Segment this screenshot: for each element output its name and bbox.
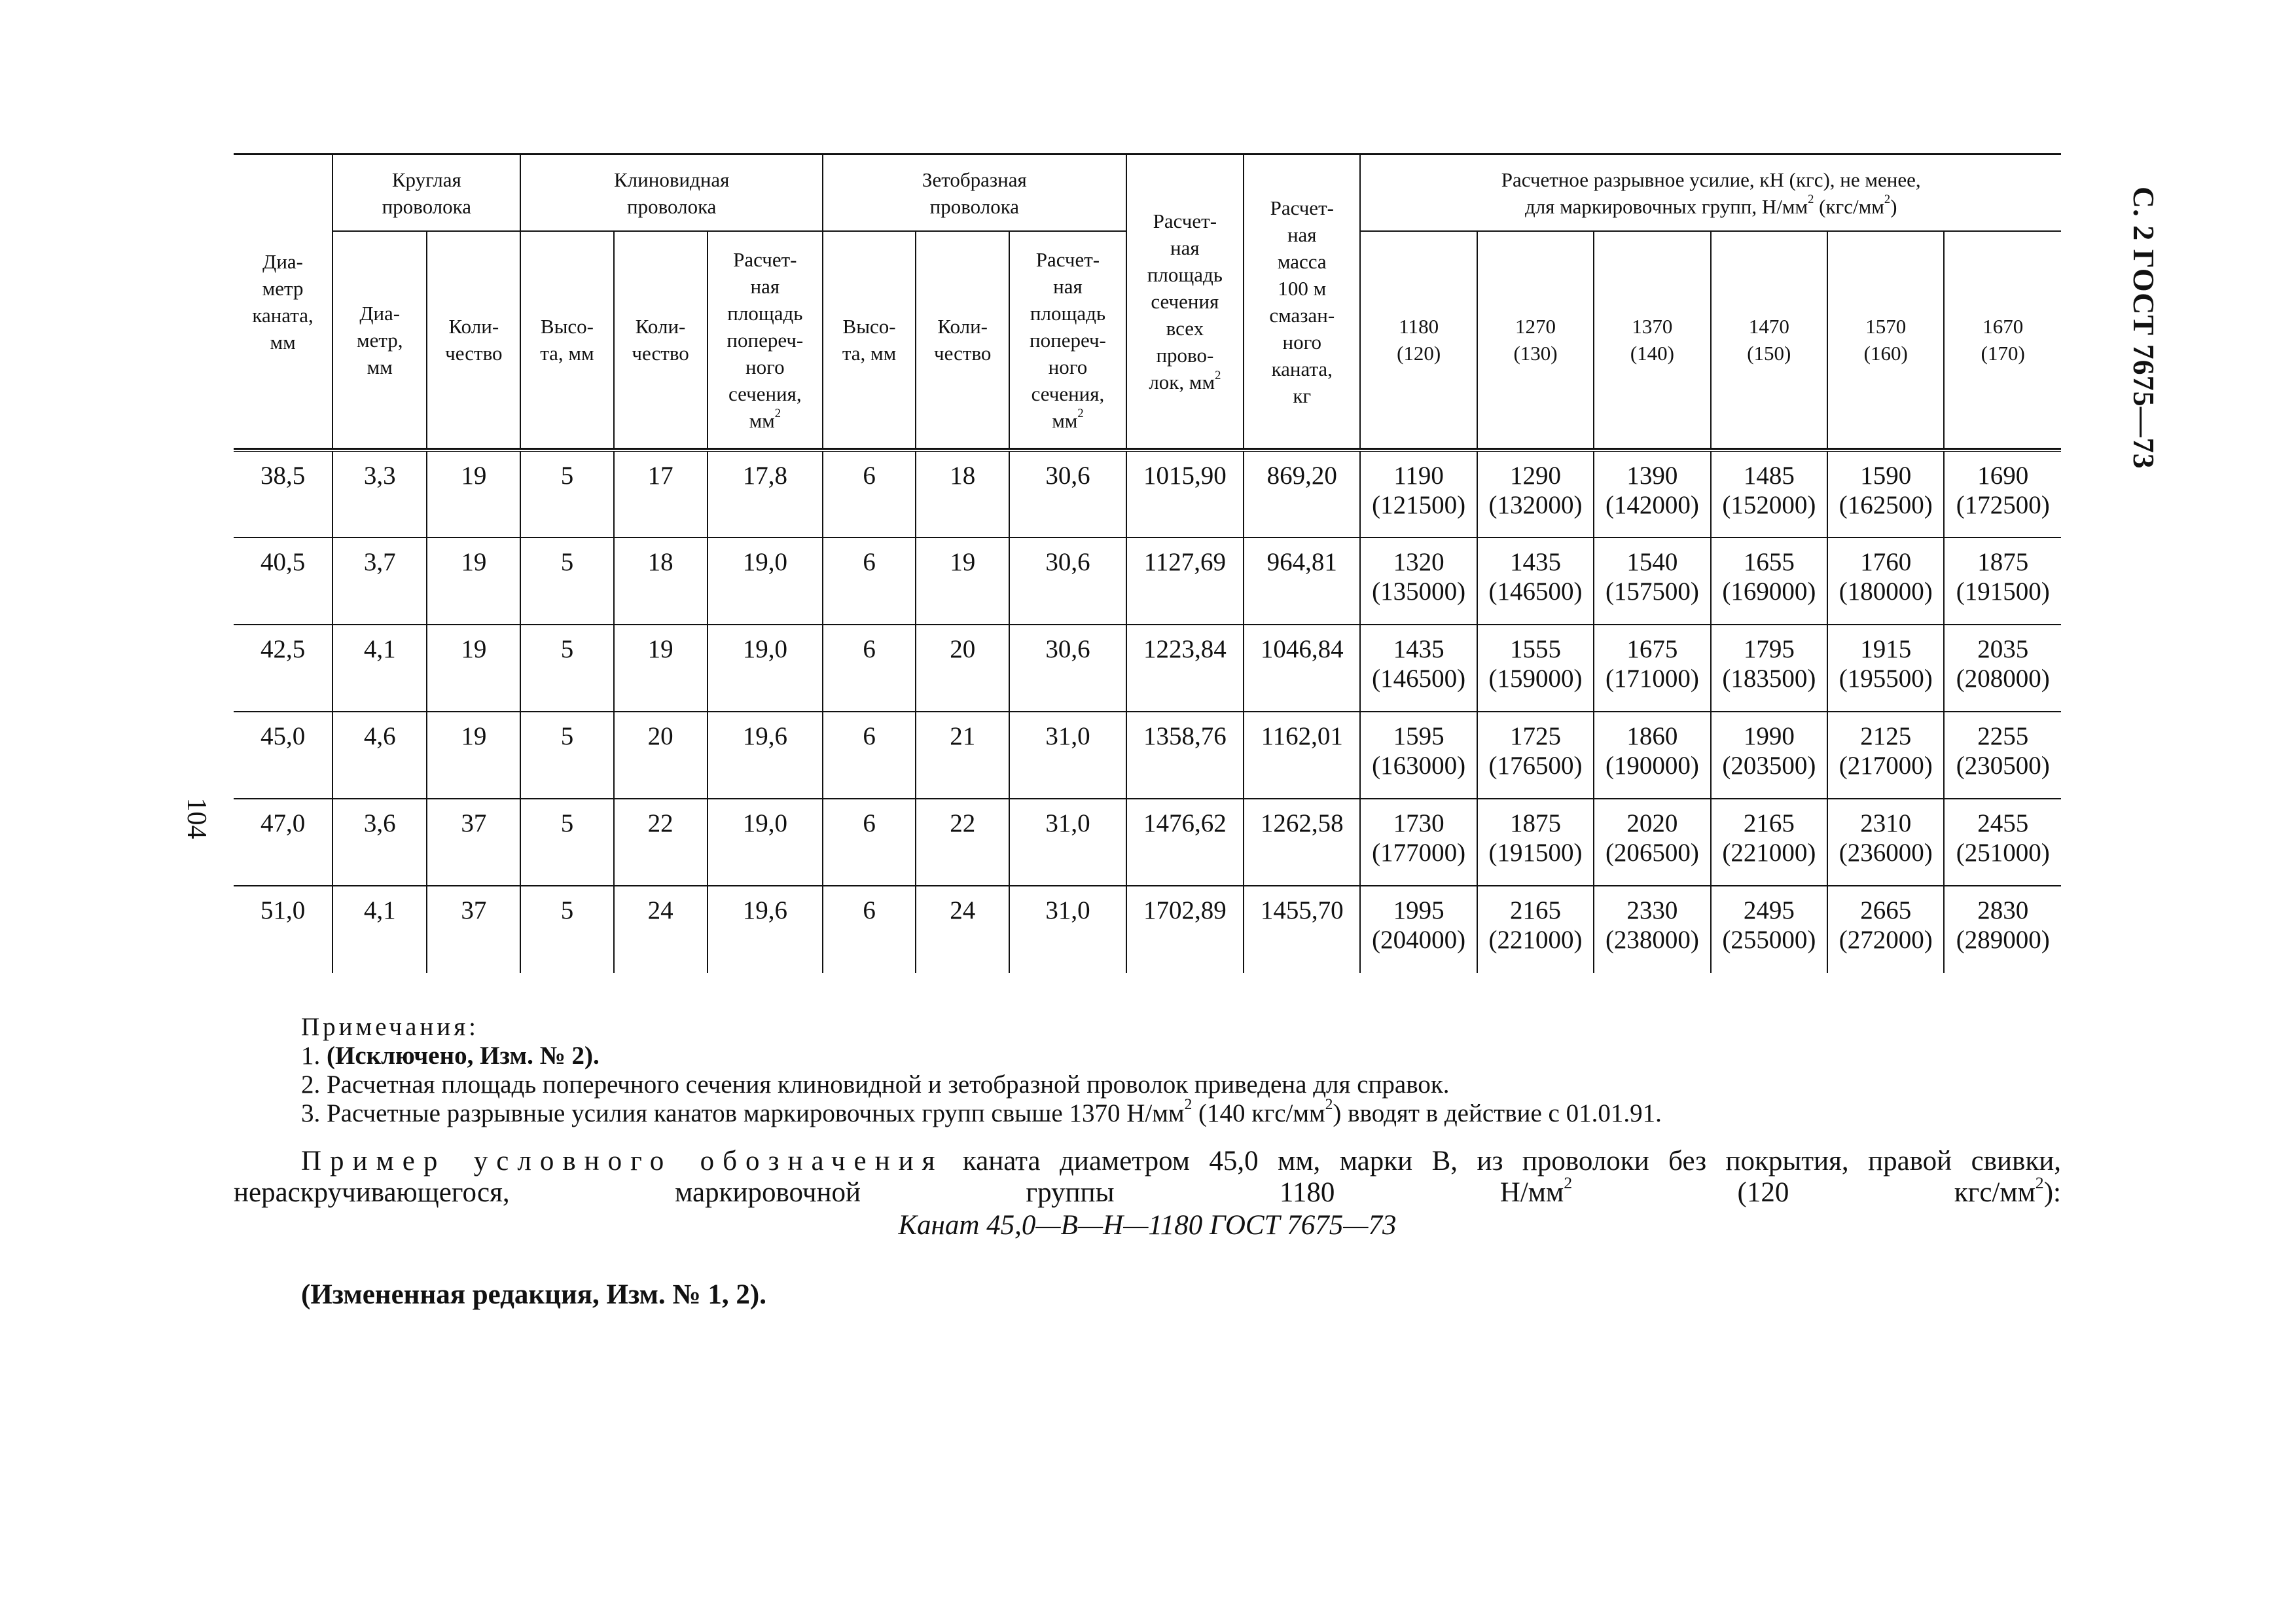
cell-force-1570: [1827, 625, 1944, 712]
force-kn: 2495: [1743, 896, 1795, 924]
col-header-wedge-area: Расчет- ная площадь попереч- ного сечения, $мм^2$: [708, 231, 823, 448]
cell-z-height: 6: [823, 450, 916, 538]
cell-z-area: 31,0: [1009, 799, 1126, 886]
cell-z-height: 6: [823, 712, 916, 799]
rope-specs-table: [234, 153, 2061, 973]
col-header-z-area: Расчет- ная площадь попереч- ного сечения, $мм^2$: [1009, 231, 1126, 448]
force-kn: 2665: [1860, 896, 1912, 924]
col-header-diameter: Диа- метр каната, мм: [234, 155, 332, 449]
cell-mass: 1455,70: [1244, 886, 1360, 973]
force-kn: 1590: [1860, 462, 1912, 490]
force-kgf: (176500): [1488, 752, 1583, 780]
amendment-note: (Измененная редакция, Изм. № 1, 2).: [301, 1279, 766, 1310]
force-kgf: (221000): [1488, 926, 1583, 954]
cell-wedge-count: 19: [614, 625, 708, 712]
col-header-group-1570: 1570 (160): [1827, 231, 1944, 448]
cell-wedge-count: 17: [614, 450, 708, 538]
cell-round-diameter: 4,1: [332, 625, 427, 712]
force-kgf: (121500): [1372, 491, 1466, 519]
force-kn: 1690: [1977, 462, 2029, 490]
force-kgf: (191500): [1956, 577, 2050, 606]
cell-wedge-count: 18: [614, 538, 708, 625]
force-kgf: (132000): [1488, 491, 1583, 519]
col-header-z-height: Высо- та, мм: [823, 231, 916, 448]
cell-z-area: 31,0: [1009, 886, 1126, 973]
table-row: [234, 450, 2061, 538]
force-kn: 2125: [1860, 722, 1912, 750]
force-kgf: (146500): [1372, 665, 1466, 693]
cell-force-1270: [1477, 538, 1594, 625]
cell-force-1270: [1477, 712, 1594, 799]
cell-wedge-area: 19,6: [708, 886, 823, 973]
cell-z-height: 6: [823, 538, 916, 625]
col-header-mass: Расчет- ная масса 100 м смазан- ного каната, кг: [1244, 155, 1360, 449]
force-kn: 2310: [1860, 809, 1912, 837]
example-designation: Канат 45,0—В—Н—1180 ГОСТ 7675—73: [898, 1210, 1397, 1241]
cell-force-1270: [1477, 625, 1594, 712]
cell-z-height: 6: [823, 625, 916, 712]
cell-diameter: 42,5: [234, 625, 332, 712]
cell-wedge-area: 17,8: [708, 450, 823, 538]
cell-force-1180: [1360, 886, 1477, 973]
cell-wedge-count: 24: [614, 886, 708, 973]
force-kn: 1725: [1510, 722, 1562, 750]
col-header-wedge-count: Коли- чество: [614, 231, 708, 448]
page-number: 104: [181, 797, 211, 839]
cell-mass: 964,81: [1244, 538, 1360, 625]
force-kn: 1435: [1393, 635, 1444, 663]
cell-wedge-height: 5: [520, 886, 613, 973]
cell-force-1180: [1360, 712, 1477, 799]
force-kgf: (152000): [1722, 491, 1816, 519]
cell-z-count: 24: [916, 886, 1009, 973]
note-1: 1. (Исключено, Изм. № 2).: [301, 1042, 600, 1070]
cell-z-count: 20: [916, 625, 1009, 712]
col-header-z-count: Коли- чество: [916, 231, 1009, 448]
cell-force-1570: [1827, 450, 1944, 538]
cell-wedge-area: 19,0: [708, 538, 823, 625]
page-header: С. 2 ГОСТ 7675—73: [2127, 187, 2161, 469]
cell-force-1370: [1594, 886, 1710, 973]
cell-force-1270: [1477, 799, 1594, 886]
col-header-group-1180: 1180 (120): [1360, 231, 1477, 448]
force-kn: 1990: [1743, 722, 1795, 750]
force-kn: 2455: [1977, 809, 2029, 837]
cell-force-1470: [1711, 799, 1827, 886]
cell-force-1570: [1827, 799, 1944, 886]
force-kgf: (163000): [1372, 752, 1466, 780]
cell-z-count: 21: [916, 712, 1009, 799]
cell-force-1470: [1711, 450, 1827, 538]
table-body: [234, 450, 2061, 973]
col-header-group-1370: 1370 (140): [1594, 231, 1710, 448]
table-row: [234, 886, 2061, 973]
cell-z-height: 6: [823, 799, 916, 886]
cell-round-count: 19: [427, 538, 520, 625]
force-kn: 1190: [1393, 462, 1444, 490]
cell-round-diameter: 3,7: [332, 538, 427, 625]
cell-wedge-height: 5: [520, 712, 613, 799]
force-kn: 1555: [1510, 635, 1562, 663]
cell-force-1670: [1944, 886, 2061, 973]
cell-wedge-area: 19,0: [708, 625, 823, 712]
force-kgf: (142000): [1605, 491, 1699, 519]
force-kgf: (135000): [1372, 577, 1466, 606]
cell-diameter: 45,0: [234, 712, 332, 799]
cell-mass: 1162,01: [1244, 712, 1360, 799]
force-kn: 1860: [1626, 722, 1678, 750]
force-kn: 2165: [1743, 809, 1795, 837]
force-kgf: (191500): [1488, 839, 1583, 867]
force-kn: 1760: [1860, 548, 1912, 576]
force-kn: 1390: [1626, 462, 1678, 490]
force-kgf: (221000): [1722, 839, 1816, 867]
force-kn: 1995: [1393, 896, 1444, 924]
force-kgf: (177000): [1372, 839, 1466, 867]
force-kn: 1875: [1510, 809, 1562, 837]
cell-force-1470: [1711, 625, 1827, 712]
force-kgf: (195500): [1839, 665, 1933, 693]
cell-diameter: 38,5: [234, 450, 332, 538]
cell-force-1570: [1827, 886, 1944, 973]
cell-diameter: 47,0: [234, 799, 332, 886]
force-kn: 1435: [1510, 548, 1562, 576]
cell-total-area: 1127,69: [1126, 538, 1244, 625]
force-kn: 2330: [1626, 896, 1678, 924]
cell-mass: 1262,58: [1244, 799, 1360, 886]
cell-z-count: 19: [916, 538, 1009, 625]
cell-z-count: 22: [916, 799, 1009, 886]
col-group-wedge-wire: Клиновидная проволока: [520, 155, 823, 232]
force-kn: 1540: [1626, 548, 1678, 576]
cell-force-1270: [1477, 886, 1594, 973]
cell-force-1370: [1594, 799, 1710, 886]
cell-wedge-count: 22: [614, 799, 708, 886]
notes: [301, 1013, 2068, 1128]
cell-total-area: 1702,89: [1126, 886, 1244, 973]
cell-force-1270: [1477, 450, 1594, 538]
cell-total-area: 1223,84: [1126, 625, 1244, 712]
cell-diameter: 40,5: [234, 538, 332, 625]
cell-force-1370: [1594, 450, 1710, 538]
force-kn: 1730: [1393, 809, 1444, 837]
col-header-wedge-height: Высо- та, мм: [520, 231, 613, 448]
cell-mass: 1046,84: [1244, 625, 1360, 712]
force-kgf: (217000): [1839, 752, 1933, 780]
example-lead: Пример условного обозначения: [301, 1146, 944, 1176]
table-row: [234, 712, 2061, 799]
note-3: 3. Расчетные разрывные усилия канатов маркировочных групп свыше 1370 $Н/мм^2$ (140 кгс/$мм^2$) вводят в действие с 01.01.91.: [301, 1096, 1662, 1127]
cell-force-1670: [1944, 799, 2061, 886]
cell-force-1670: [1944, 538, 2061, 625]
cell-z-count: 18: [916, 450, 1009, 538]
force-kgf: (206500): [1605, 839, 1699, 867]
table-row: [234, 538, 2061, 625]
cell-round-count: 37: [427, 886, 520, 973]
force-kn: 1290: [1510, 462, 1562, 490]
cell-wedge-height: 5: [520, 450, 613, 538]
cell-wedge-area: 19,6: [708, 712, 823, 799]
col-header-round-count: Коли- чество: [427, 231, 520, 448]
cell-total-area: 1358,76: [1126, 712, 1244, 799]
col-group-breaking-force: Расчетное разрывное усилие, кН (кгс), не менее, для маркировочных групп, $Н/мм^2$ $(кгс/мм^2)$: [1360, 155, 2061, 232]
col-header-total-area: Расчет- ная площадь сечения всех прово- лок, $мм^2$: [1126, 155, 1244, 449]
cell-force-1180: [1360, 625, 1477, 712]
force-kn: 2255: [1977, 722, 2029, 750]
cell-z-area: 31,0: [1009, 712, 1126, 799]
force-kn: 1675: [1626, 635, 1678, 663]
cell-total-area: 1015,90: [1126, 450, 1244, 538]
col-header-round-diameter: Диа- метр, мм: [332, 231, 427, 448]
col-header-group-1670: 1670 (170): [1944, 231, 2061, 448]
col-header-group-1270: 1270 (130): [1477, 231, 1594, 448]
force-kgf: (272000): [1839, 926, 1933, 954]
cell-diameter: 51,0: [234, 886, 332, 973]
cell-z-area: 30,6: [1009, 625, 1126, 712]
cell-force-1370: [1594, 712, 1710, 799]
table-row: [234, 625, 2061, 712]
table-row: [234, 799, 2061, 886]
force-kn: 1655: [1743, 548, 1795, 576]
cell-round-diameter: 3,3: [332, 450, 427, 538]
designation-example: [234, 1146, 2061, 1241]
force-kgf: (289000): [1956, 926, 2050, 954]
force-kgf: (255000): [1722, 926, 1816, 954]
force-kgf: (236000): [1839, 839, 1933, 867]
force-kgf: (146500): [1488, 577, 1583, 606]
cell-wedge-height: 5: [520, 625, 613, 712]
cell-force-1470: [1711, 712, 1827, 799]
force-kgf: (169000): [1722, 577, 1816, 606]
cell-round-diameter: 4,6: [332, 712, 427, 799]
force-kgf: (157500): [1605, 577, 1699, 606]
cell-round-count: 19: [427, 625, 520, 712]
cell-force-1180: [1360, 538, 1477, 625]
cell-z-area: 30,6: [1009, 538, 1126, 625]
cell-force-1470: [1711, 538, 1827, 625]
force-kgf: (251000): [1956, 839, 2050, 867]
cell-wedge-count: 20: [614, 712, 708, 799]
cell-force-1180: [1360, 450, 1477, 538]
cell-wedge-height: 5: [520, 799, 613, 886]
force-kn: 2020: [1626, 809, 1678, 837]
force-kn: 1595: [1393, 722, 1444, 750]
note-2: 2. Расчетная площадь поперечного сечения клиновидной и зетобразной проволок приведена для справок.: [301, 1070, 1450, 1099]
force-kn: 1485: [1743, 462, 1795, 490]
force-kgf: (162500): [1839, 491, 1933, 519]
cell-force-1370: [1594, 625, 1710, 712]
force-kgf: (203500): [1722, 752, 1816, 780]
cell-wedge-area: 19,0: [708, 799, 823, 886]
cell-force-1370: [1594, 538, 1710, 625]
cell-force-1470: [1711, 886, 1827, 973]
cell-round-diameter: 4,1: [332, 886, 427, 973]
force-kgf: (171000): [1605, 665, 1699, 693]
cell-force-1670: [1944, 625, 2061, 712]
cell-total-area: 1476,62: [1126, 799, 1244, 886]
force-kgf: (230500): [1956, 752, 2050, 780]
cell-wedge-height: 5: [520, 538, 613, 625]
force-kn: 2035: [1977, 635, 2029, 663]
col-header-group-1470: 1470 (150): [1711, 231, 1827, 448]
cell-force-1670: [1944, 450, 2061, 538]
cell-z-area: 30,6: [1009, 450, 1126, 538]
force-kgf: (172500): [1956, 491, 2050, 519]
notes-title: Примечания:: [301, 1013, 479, 1041]
force-kgf: (180000): [1839, 577, 1933, 606]
col-group-round-wire: Круглая проволока: [332, 155, 520, 232]
cell-force-1570: [1827, 538, 1944, 625]
cell-force-1570: [1827, 712, 1944, 799]
cell-round-count: 19: [427, 712, 520, 799]
force-kn: 1795: [1743, 635, 1795, 663]
cell-mass: 869,20: [1244, 450, 1360, 538]
force-kn: 2165: [1510, 896, 1562, 924]
force-kgf: (204000): [1372, 926, 1466, 954]
force-kgf: (159000): [1488, 665, 1583, 693]
force-kn: 1320: [1393, 548, 1444, 576]
force-kn: 2830: [1977, 896, 2029, 924]
cell-z-height: 6: [823, 886, 916, 973]
cell-force-1180: [1360, 799, 1477, 886]
col-group-z-wire: Зетобразная проволока: [823, 155, 1126, 232]
cell-round-count: 37: [427, 799, 520, 886]
force-kgf: (183500): [1722, 665, 1816, 693]
force-kn: 1915: [1860, 635, 1912, 663]
cell-round-count: 19: [427, 450, 520, 538]
example-text: Пример условного обозначения каната диаметром 45,0 мм, марки В, из проволоки без покрытия, правой свивки, нераскручивающегося, маркировочной группы 1180 $Н/мм^2$ (120 кгс/$мм^2$):: [234, 1146, 2061, 1208]
cell-round-diameter: 3,6: [332, 799, 427, 886]
force-kgf: (238000): [1605, 926, 1699, 954]
force-kgf: (208000): [1956, 665, 2050, 693]
cell-force-1670: [1944, 712, 2061, 799]
force-kgf: (190000): [1605, 752, 1699, 780]
force-kn: 1875: [1977, 548, 2029, 576]
